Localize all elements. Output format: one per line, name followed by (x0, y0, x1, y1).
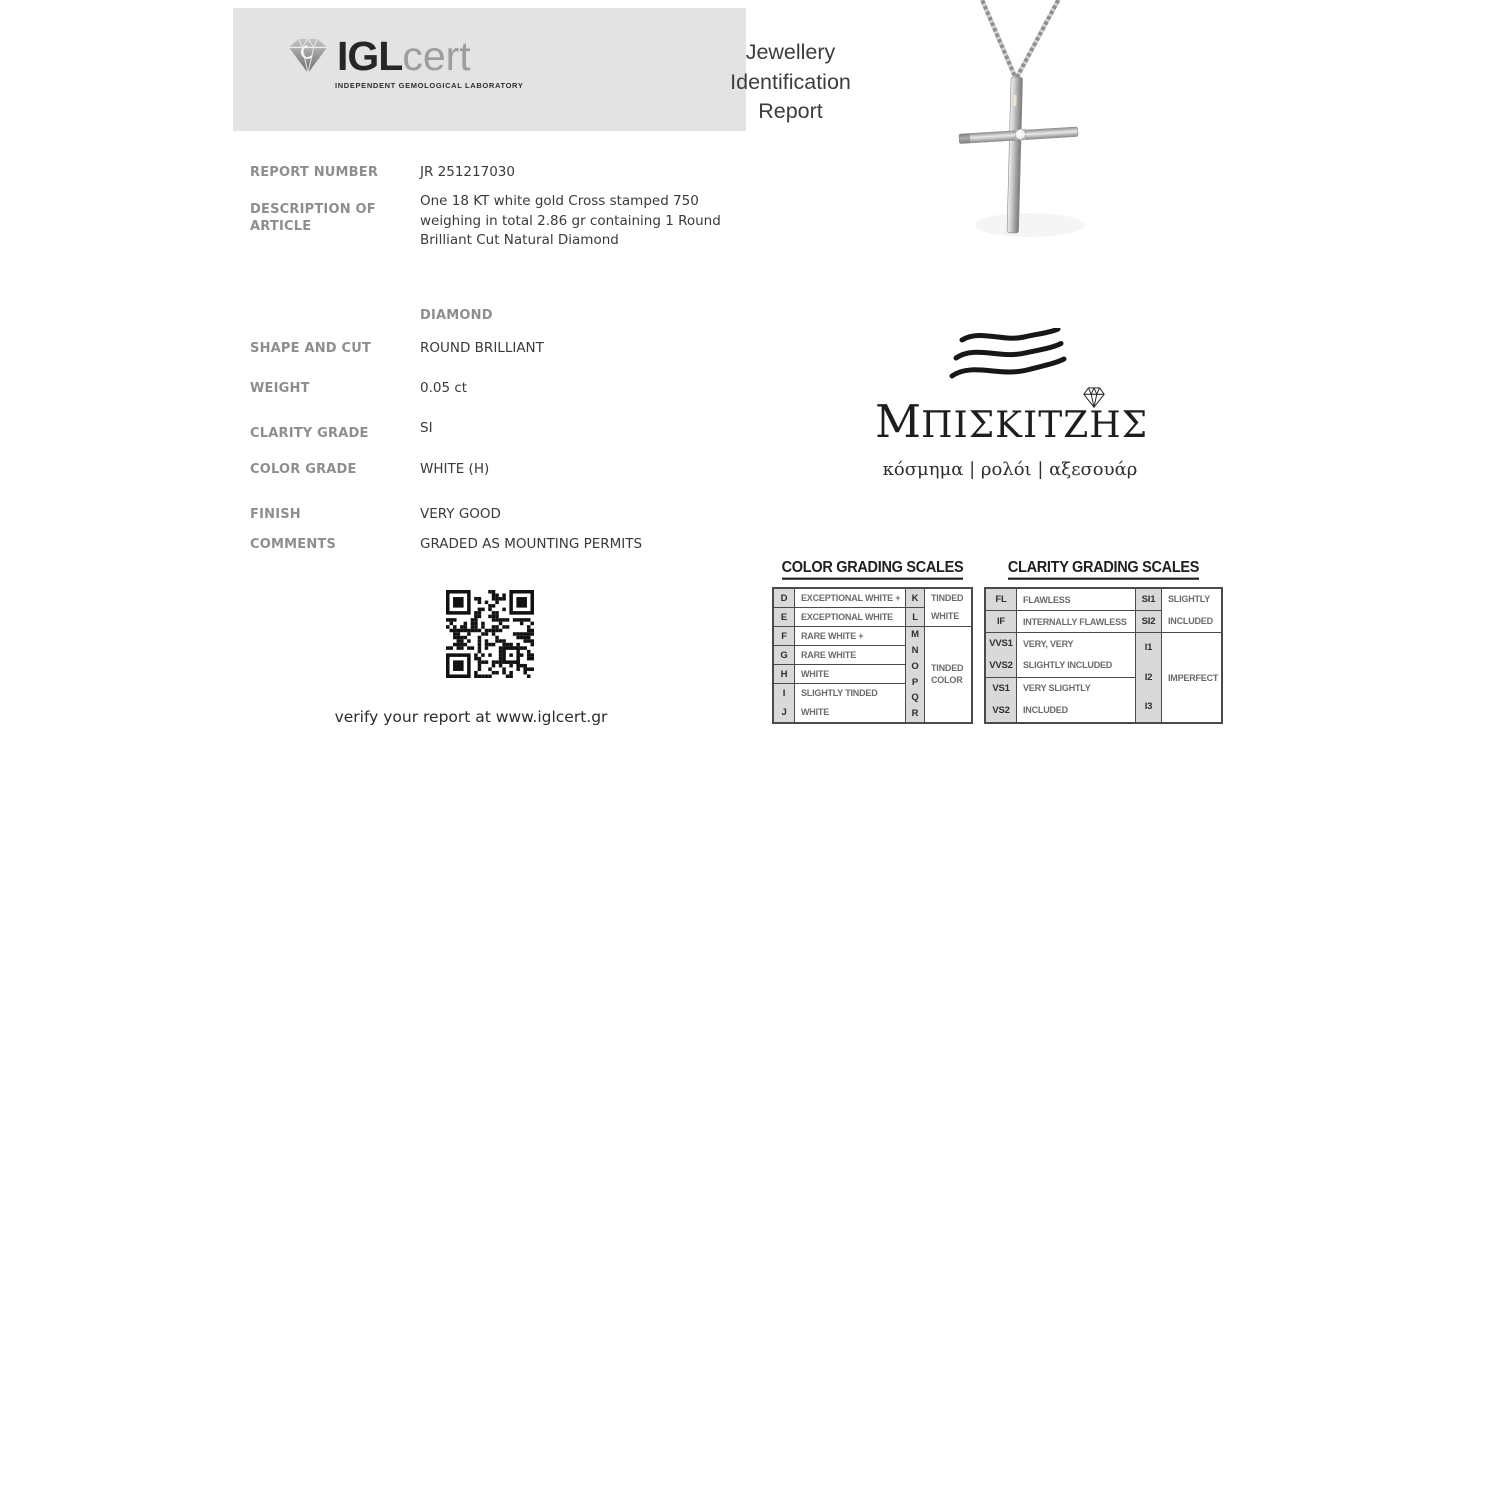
shape-label: SHAPE AND CUT (250, 341, 372, 356)
description-line: Brilliant Cut Natural Diamond (420, 232, 619, 248)
grade-letter-cell: F (774, 627, 795, 646)
grade-letter-cell: I1 I2 I3 (1136, 633, 1162, 722)
igl-wordmark-suffix: cert (402, 32, 471, 79)
igl-diamond-icon (283, 35, 333, 77)
igl-wordmark (337, 32, 471, 79)
clarity-scale-table (984, 587, 1223, 724)
grade-letter-cell: D (774, 589, 795, 608)
weight-label: WEIGHT (250, 381, 310, 396)
description-line: weighing in total 2.86 gr containing 1 Round (420, 212, 721, 229)
report-number-label: REPORT NUMBER (250, 165, 379, 180)
description-line: One 18 KT white gold Cross stamped 750 (420, 193, 699, 209)
grade-desc-cell: IMPERFECT (1168, 672, 1219, 683)
grade-desc-cell: INTERNALLY FLAWLESS (1017, 611, 1136, 633)
report-title-line: Report (758, 99, 823, 123)
grade-letter-cell: L (906, 608, 925, 627)
brand-waves-icon (944, 328, 1076, 386)
grade-letter-cell: SI2 (1136, 611, 1162, 633)
report-number-value: JR 251217030 (420, 164, 515, 180)
clarity-scale-title: CLARITY GRADING SCALES (984, 560, 1223, 579)
grade-letter-cell: K (906, 589, 925, 608)
grade-letter-cell: FL (986, 589, 1017, 611)
igl-wordmark-main: IGL (337, 32, 403, 79)
report-title-line: Identification (730, 69, 851, 94)
diamond-stone (1015, 129, 1026, 140)
grade-desc-cell: SLIGHTLY TINDED WHITE (795, 684, 906, 722)
brand-diamond-icon (1080, 386, 1108, 410)
grade-desc-cell: VERY, VERY SLIGHTLY INCLUDED (1017, 633, 1136, 677)
grade-letter-cell: SI1 (1136, 589, 1162, 611)
report-header-banner (233, 8, 851, 131)
grade-letter-cell: H (774, 665, 795, 684)
description-value (420, 192, 730, 251)
grade-desc-cell: WHITE (795, 665, 906, 684)
brand-logo (875, 328, 1149, 480)
grade-desc-cell: TINDED WHITE (925, 589, 971, 627)
brand-subtitle: κόσμημα | ρολόι | αξεσουάρ (882, 459, 1138, 480)
report-title (693, 38, 888, 127)
pendant-photo (880, 0, 1230, 285)
brand-name (875, 395, 1149, 454)
grade-desc-cell: RARE WHITE (795, 646, 906, 665)
report-title-line: Jewellery (745, 40, 836, 64)
grade-letter-cell: M N O P Q R (906, 627, 925, 722)
color-scale-table (772, 587, 973, 724)
cross-pendant (959, 77, 1078, 233)
grade-desc-cell: RARE WHITE + (795, 627, 906, 646)
grade-letter-cell: G (774, 646, 795, 665)
grade-desc-cell: SLIGHTLY INCLUDED (1162, 589, 1221, 633)
igl-tagline: INDEPENDENT GEMOLOGICAL LABORATORY (335, 81, 524, 90)
brand-name-rest: ΠΙΣΚΙΤΖΗΣ (921, 405, 1149, 446)
grade-desc-cell: TINDED COLOR (931, 663, 964, 685)
finish-label: FINISH (250, 507, 301, 522)
grade-letter-cell: I J (774, 684, 795, 722)
comments-value: GRADED AS MOUNTING PERMITS (420, 536, 643, 552)
grade-letter-cell: IF (986, 611, 1017, 633)
clarity-value: SI (420, 420, 433, 436)
qr-code (446, 590, 534, 678)
grade-letter-cell: VVS1 VVS2 (986, 633, 1017, 677)
grade-desc-cell: EXCEPTIONAL WHITE + (795, 589, 906, 608)
necklace-chain (980, 0, 1061, 79)
clarity-label: CLARITY GRADE (250, 426, 369, 441)
grade-desc-cell: FLAWLESS (1017, 589, 1136, 611)
grade-desc-cell: EXCEPTIONAL WHITE (795, 608, 906, 627)
grade-letter-cell: VS1 VS2 (986, 678, 1017, 722)
color-grade-label: COLOR GRADE (250, 462, 357, 477)
shape-value: ROUND BRILLIANT (420, 340, 544, 356)
verify-text: verify your report at www.iglcert.gr (334, 708, 608, 726)
diamond-section-title: DIAMOND (420, 308, 493, 323)
grade-letter-cell: E (774, 608, 795, 627)
weight-value: 0.05 ct (420, 380, 468, 396)
comments-label: COMMENTS (250, 537, 337, 552)
color-grade-value: WHITE (H) (420, 461, 490, 477)
igl-logo (283, 32, 524, 90)
description-label: DESCRIPTION OF ARTICLE (250, 202, 376, 234)
color-scale-title: COLOR GRADING SCALES (772, 560, 973, 579)
brand-name-initial: Μ (875, 395, 922, 448)
grade-desc-cell: VERY SLIGHTLY INCLUDED (1017, 678, 1136, 722)
finish-value: VERY GOOD (420, 506, 501, 522)
